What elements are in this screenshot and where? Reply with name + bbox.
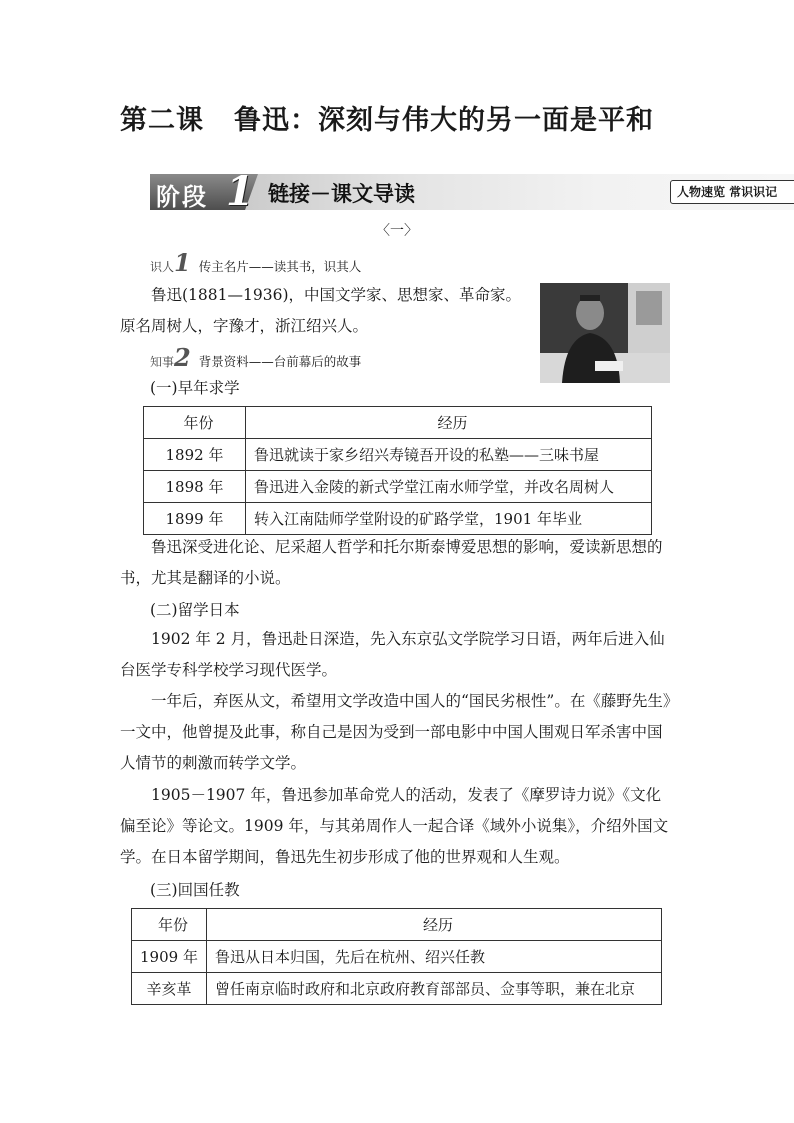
- heading-return-teach: (三)回国任教: [150, 881, 240, 899]
- influence-paragraph: 鲁迅深受进化论、尼采超人哲学和托尔斯泰博爱思想的影响，爱读新思想的书，尤其是翻译的小说。: [120, 538, 663, 587]
- row-event: 鲁迅从日本归国，先后在杭州、绍兴任教: [207, 941, 662, 973]
- header-event: 经历: [207, 909, 662, 941]
- section-number: 1: [174, 248, 191, 277]
- stage-number: 1: [226, 168, 254, 215]
- row-year: 1899 年: [144, 503, 246, 535]
- header-year: 年份: [144, 407, 246, 439]
- part-mark: 〈一〉: [376, 223, 418, 239]
- heading-early-study: (一)早年求学: [150, 379, 240, 397]
- stage-name: 链接－课文导读: [268, 182, 415, 206]
- row-year: 1892 年: [144, 439, 246, 471]
- table-row: [132, 941, 662, 973]
- row-event: 曾任南京临时政府和北京政府教育部部员、佥事等职，兼在北京: [207, 973, 662, 1005]
- section-know-event: [150, 343, 361, 372]
- japan-paragraph-2: 一年后，弃医从文，希望用文学改造中国人的“国民劣根性”。在《藤野先生》一文中，他曾提及此事，称自己是因为受到一部电影中中国人围观日军杀害中国人情节的刺激而转学文学。: [120, 692, 671, 772]
- section-desc: 背景资料——台前幕后的故事: [198, 354, 362, 369]
- early-study-table: [143, 406, 652, 535]
- row-event: 鲁迅进入金陵的新式学堂江南水师学堂，并改名周树人: [246, 471, 652, 503]
- table-header-row: [132, 909, 662, 941]
- return-teach-table: [131, 908, 662, 1005]
- row-year: 1898 年: [144, 471, 246, 503]
- stage-word: 阶段: [156, 183, 208, 211]
- table-row: [144, 471, 652, 503]
- row-year: 辛亥革: [132, 973, 207, 1005]
- japan-paragraph-1: 1902 年 2 月，鲁迅赴日深造，先入东京弘文学院学习日语，两年后进入仙台医学专科学校学习现代医学。: [120, 630, 665, 679]
- page-title: [120, 98, 654, 137]
- stage-tag: 人物速览 常识识记: [670, 180, 794, 204]
- header-event: 经历: [246, 407, 652, 439]
- stage-banner: [150, 168, 794, 215]
- section-desc: 传主名片——读其书，识其人: [198, 259, 362, 274]
- row-year: 1909 年: [132, 941, 207, 973]
- row-event: 转入江南陆师学堂附设的矿路学堂，1901 年毕业: [246, 503, 652, 535]
- header-year: 年份: [132, 909, 207, 941]
- table-row: [144, 503, 652, 535]
- lesson-number: 第二课: [120, 105, 204, 136]
- intro-paragraph: 鲁迅(1881—1936)，中国文学家、思想家、革命家。原名周树人，字豫才，浙江绍兴人。: [120, 286, 521, 335]
- lu-xun-portrait: [540, 283, 670, 383]
- table-header-row: [144, 407, 652, 439]
- section-small-label: 知事: [150, 355, 175, 369]
- section-know-person: [150, 248, 361, 277]
- section-small-label: 识人: [150, 260, 175, 274]
- table-row: [132, 973, 662, 1005]
- japan-paragraph-3: 1905－1907 年，鲁迅参加革命党人的活动，发表了《摩罗诗力说》《文化偏至论》等论文。1909 年，与其弟周作人一起合译《域外小说集》，介绍外国文学。在日本留学期间，鲁迅先生初步形成了他的世界观和人生观。: [120, 786, 669, 866]
- table-row: [144, 439, 652, 471]
- section-number: 2: [174, 343, 191, 372]
- row-event: 鲁迅就读于家乡绍兴寿镜吾开设的私塾——三味书屋: [246, 439, 652, 471]
- portrait-image: [540, 283, 670, 383]
- lesson-subject: 鲁迅：深刻与伟大的另一面是平和: [234, 105, 654, 136]
- heading-study-japan: (二)留学日本: [150, 601, 240, 619]
